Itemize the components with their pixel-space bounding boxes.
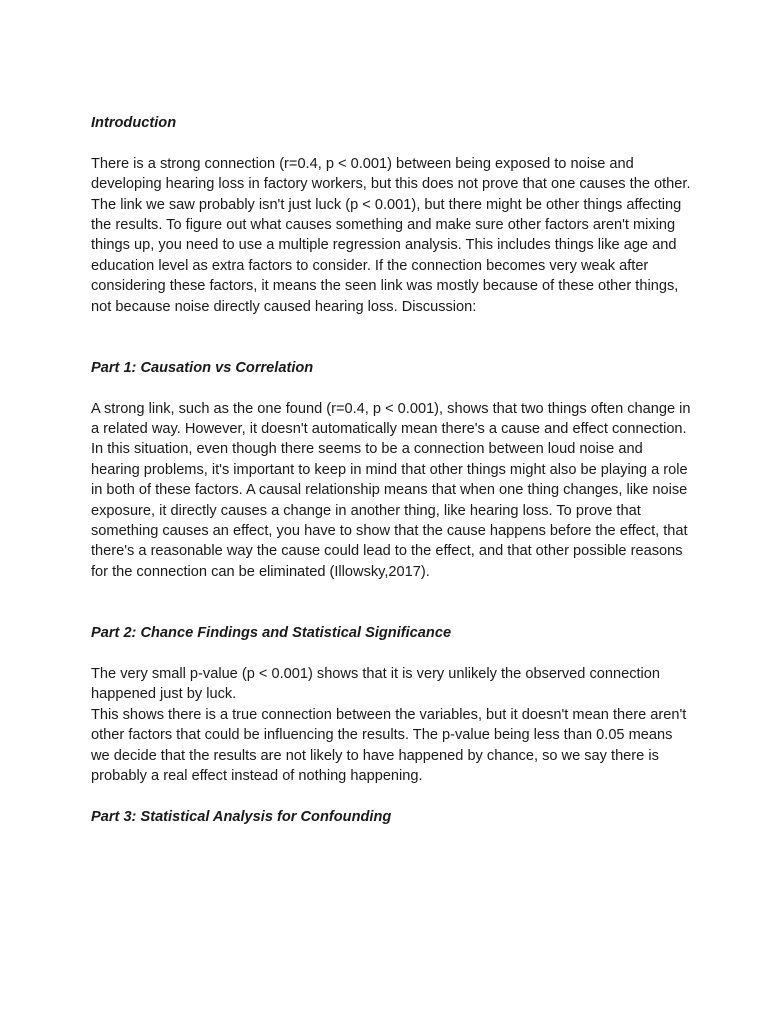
spacer <box>91 317 691 358</box>
intro-paragraph: There is a strong connection (r=0.4, p < 0.001) between being exposed to noise and developing hearing loss in factory workers, but this does not prove that one causes the other. The link we saw probably isn't just luck (p < 0.001), but there might be other things affecting the results. To figure out what causes something and make sure other factors aren't mixing things up, you need to use a multiple regression analysis. This includes things like age and education level as extra factors to consider. If the connection becomes very weak after considering these factors, it means the seen link was mostly because of these other things, not because noise directly caused hearing loss. Discussion: <box>91 155 691 315</box>
document-body <box>91 113 691 827</box>
part1-paragraph: A strong link, such as the one found (r=0.4, p < 0.001), shows that two things often change in a related way. However, it doesn't automatically mean there's a cause and effect connection. In this situation, even though there seems to be a connection between loud noise and hearing problems, it's important to keep in mind that other things might also be playing a role in both of these factors. A causal relationship means that when one thing changes, like noise exposure, it directly causes a change in another thing, like hearing loss. To prove that something causes an effect, you have to show that the cause happens before the effect, that there's a reasonable way the cause could lead to the effect, and that other possible reasons for the connection can be eliminated (Illowsky,2017). <box>91 400 691 580</box>
intro-heading: Introduction <box>91 115 177 131</box>
spacer <box>91 378 691 398</box>
spacer <box>91 786 691 806</box>
spacer <box>91 133 691 153</box>
part2-heading: Part 2: Chance Findings and Statistical Significance <box>91 625 452 642</box>
part1-heading: Part 1: Causation vs Correlation <box>91 359 314 376</box>
spacer <box>91 644 691 664</box>
spacer <box>91 582 691 623</box>
part3-heading: Part 3: Statistical Analysis for Confounding <box>91 808 392 825</box>
part2-paragraph-2: This shows there is a true connection between the variables, but it doesn't mean there aren't other factors that could be influencing the results. The p-value being less than 0.05 means we decide that the results are not likely to have happened by chance, so we say there is probably a real effect instead of nothing happening. <box>91 706 687 784</box>
part2-paragraph-1: The very small p-value (p < 0.001) shows that it is very unlikely the observed connection happened just by luck. <box>91 665 661 703</box>
